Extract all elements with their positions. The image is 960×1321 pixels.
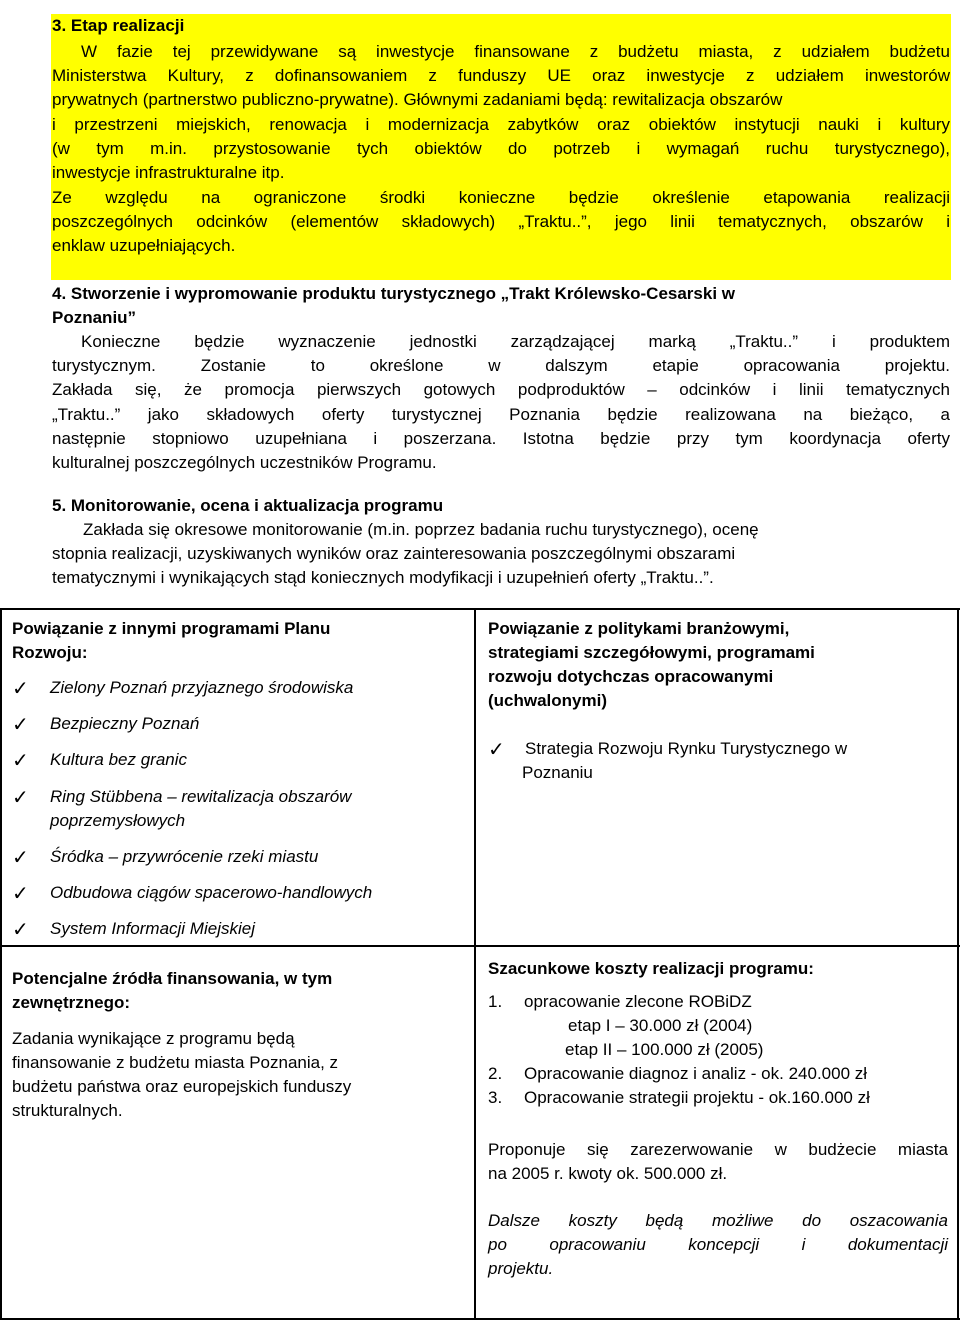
s3-p1-line: (w tym m.in. przystosowanie tych obiektów do potrzeb i wymagań ruchu turystycznego), <box>52 139 950 158</box>
s3-p1-line: Ministerstwa Kultury, z dofinansowaniem z funduszy UE oraz inwestycje z udziałem inwestorów <box>52 66 950 85</box>
program-list-item: Zielony Poznań przyjaznego środowiska <box>50 678 354 697</box>
cost-list-text: etap I – 30.000 zł (2004) <box>568 1016 753 1035</box>
s4-line: Zakłada się, że promocja pierwszych gotowych podproduktów – odcinków i linii tematycznych <box>52 380 950 399</box>
s4-line: następnie stopniowo uzupełniana i poszerzana. Istotna będzie przy tym koordynacja oferty <box>52 429 950 448</box>
s5-line: stopnia realizacji, uzyskiwanych wyników oraz zainteresowania poszczególnymi obszarami <box>52 544 736 563</box>
reserve-para: na 2005 r. kwoty ok. 500.000 zł. <box>488 1164 728 1183</box>
cost-list-num: 1. <box>488 992 503 1011</box>
further-costs-para: Dalsze koszty będą możliwe do oszacowania <box>488 1211 948 1230</box>
left-bottom-title: Potencjalne źródła finansowania, w tym <box>12 969 333 988</box>
section-4-heading: 4. Stworzenie i wypromowanie produktu turystycznego „Trakt Królewsko-Cesarski w <box>52 284 736 303</box>
cost-list-num: 2. <box>488 1064 503 1083</box>
program-list-item: Bezpieczny Poznań <box>50 714 200 733</box>
checkmark-icon: ✓ <box>12 845 29 869</box>
table-border-mid <box>0 945 960 947</box>
left-bottom-body: strukturalnych. <box>12 1101 123 1120</box>
right-list-item: Strategia Rozwoju Rynku Turystycznego w <box>525 739 848 758</box>
s4-line: „Traktu..” jako składowych oferty turystycznej Poznania będzie realizowana na bieżąco, a <box>52 405 950 424</box>
right-top-title: rozwoju dotychczas opracowanymi <box>488 667 774 686</box>
cost-list-num: 3. <box>488 1088 503 1107</box>
left-bottom-title: zewnętrznego: <box>12 993 131 1012</box>
program-list-item: poprzemysłowych <box>50 811 186 830</box>
s4-line: turystycznym. Zostanie to określone w dalszym etapie opracowania projektu. <box>52 356 950 375</box>
s3-p1-line: prywatnych (partnerstwo publiczno-prywatne). Głównymi zadaniami będą: rewitalizacja obszarów <box>52 90 783 109</box>
s4-line: Konieczne będzie wyznaczenie jednostki zarządzającej marką „Traktu..” i produktem <box>81 332 950 351</box>
left-top-title: Powiązanie z innymi programami Planu <box>12 619 331 638</box>
table-border-top <box>0 608 960 610</box>
s5-line: Zakłada się okresowe monitorowanie (m.in. poprzez badania ruchu turystycznego), ocenę <box>83 520 759 539</box>
table-border-center <box>474 608 476 1320</box>
section-3-heading: 3. Etap realizacji <box>52 16 185 35</box>
s3-p1-line: inwestycje infrastrukturalne itp. <box>52 163 285 182</box>
checkmark-icon: ✓ <box>12 676 29 700</box>
s3-p2-line: enklaw uzupełniających. <box>52 236 236 255</box>
left-bottom-body: finansowanie z budżetu miasta Poznania, z <box>12 1053 339 1072</box>
further-costs-para: po opracowaniu koncepcji i dokumentacji <box>488 1235 948 1254</box>
left-bottom-body: Zadania wynikające z programu będą <box>12 1029 295 1048</box>
program-list-item: Odbudowa ciągów spacerowo-handlowych <box>50 883 373 902</box>
checkmark-icon: ✓ <box>12 917 29 941</box>
s3-p2-line: poszczególnych odcinków (elementów składowych) „Traktu..”, jego linii tematycznych, obszarów i <box>52 212 950 231</box>
checkmark-icon: ✓ <box>12 748 29 772</box>
checkmark-icon: ✓ <box>12 881 29 905</box>
program-list-item: Śródka – przywrócenie rzeki miastu <box>50 847 319 866</box>
program-list-item: Ring Stübbena – rewitalizacja obszarów <box>50 787 352 806</box>
s3-p1-line: W fazie tej przewidywane są inwestycje finansowane z budżetu miasta, z udziałem budżetu <box>81 42 950 61</box>
section-5-heading: 5. Monitorowanie, ocena i aktualizacja programu <box>52 496 444 515</box>
s3-p2-line: Ze względu na ograniczone środki konieczne będzie określenie etapowania realizacji <box>52 188 950 207</box>
reserve-para: Proponuje się zarezerwowanie w budżecie miasta <box>488 1140 948 1159</box>
cost-list-text: opracowanie zlecone ROBiDZ <box>524 992 752 1011</box>
section-4-heading-cont: Poznaniu” <box>52 308 137 327</box>
right-top-title: (uchwalonymi) <box>488 691 608 710</box>
right-list-item: Poznaniu <box>522 763 593 782</box>
left-top-title: Rozwoju: <box>12 643 88 662</box>
program-list-item: Kultura bez granic <box>50 750 188 769</box>
s3-p1-line: i przestrzeni miejskich, renowacja i modernizacja zabytków oraz obiektów instytucji nauki i kultury <box>52 115 950 134</box>
right-top-title: strategiami szczegółowymi, programami <box>488 643 815 662</box>
cost-list-text: Opracowanie strategii projektu - ok.160.000 zł <box>524 1088 870 1107</box>
checkmark-icon: ✓ <box>488 737 505 761</box>
left-bottom-body: budżetu państwa oraz europejskich funduszy <box>12 1077 352 1096</box>
further-costs-para: projektu. <box>488 1259 554 1278</box>
table-border-bottom <box>0 1318 960 1320</box>
s5-line: tematycznymi i wynikających stąd koniecznych modyfikacji i uzupełnień oferty „Traktu..”. <box>52 568 714 587</box>
s4-line: kulturalnej poszczególnych uczestników Programu. <box>52 453 437 472</box>
cost-list-text: Opracowanie diagnoz i analiz - ok. 240.000 zł <box>524 1064 868 1083</box>
program-list-item: System Informacji Miejskiej <box>50 919 255 938</box>
right-bottom-title: Szacunkowe koszty realizacji programu: <box>488 959 814 978</box>
right-top-title: Powiązanie z politykami branżowymi, <box>488 619 790 638</box>
table-border-left <box>0 608 2 1320</box>
table-border-right <box>957 608 959 1320</box>
cost-list-text: etap II – 100.000 zł (2005) <box>565 1040 764 1059</box>
checkmark-icon: ✓ <box>12 785 29 809</box>
checkmark-icon: ✓ <box>12 712 29 736</box>
